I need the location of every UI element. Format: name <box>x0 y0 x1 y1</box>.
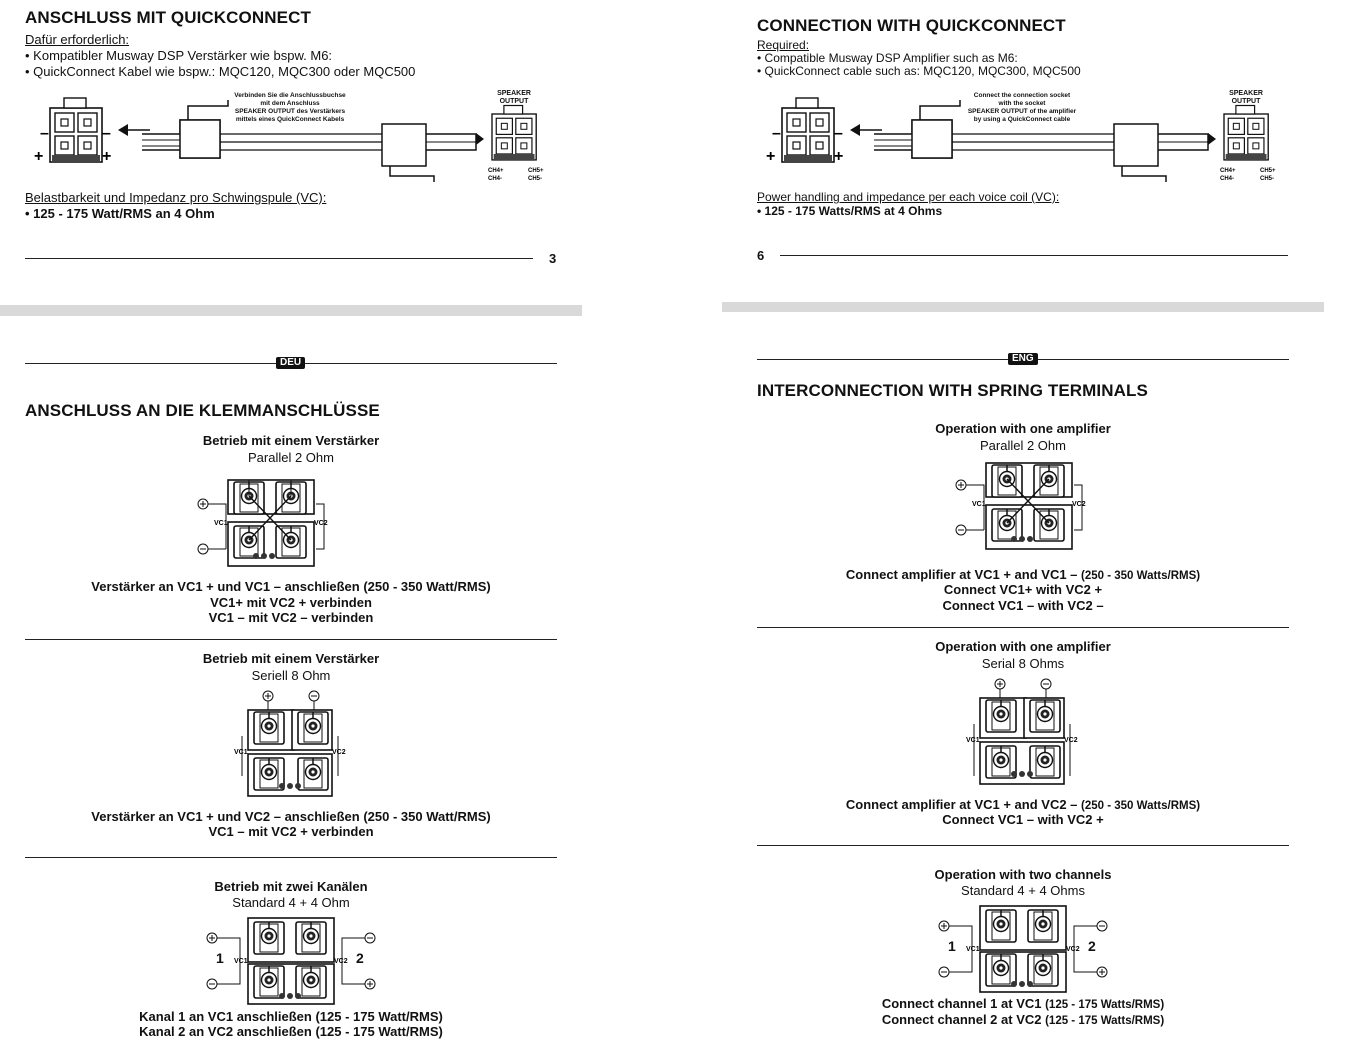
en-s2-diagram-svg <box>964 676 1084 790</box>
de-qc-minus-left: – <box>40 125 49 142</box>
de-s1-title: Betrieb mit einem Verstärker <box>202 433 380 448</box>
de-s3-line-2: Kanal 2 an VC2 anschließen (125 - 175 Watt/RMS) <box>139 1024 443 1039</box>
de-s3-line-1: Kanal 1 an VC1 anschließen (125 - 175 Watt/RMS) <box>139 1009 443 1024</box>
en-s3-line-1-watts: (125 - 175 Watts/RMS) <box>1045 999 1165 1011</box>
en-qc-note <box>962 92 1082 124</box>
en-s1-line-2: Connect VC1+ with VC2 + <box>943 582 1103 597</box>
de-s2-diagram <box>232 688 352 802</box>
de-qc-title: ANSCHLUSS MIT QUICKCONNECT <box>25 8 311 27</box>
en-s3-line-1 <box>757 996 1289 1014</box>
en-s1-line-3: Connect VC1 – with VC2 – <box>942 598 1104 613</box>
en-qc-note-4: by using a QuickConnect cable <box>973 116 1071 123</box>
de-qc-required: Dafür erforderlich: <box>25 32 130 47</box>
page-divider-right <box>722 302 1324 312</box>
de-qc-power-label: Belastbarkeit und Impedanz pro Schwingspule (VC): <box>25 190 327 205</box>
de-s3-vc2: VC2 <box>334 958 348 965</box>
de-qc-ch5m: CH5- <box>528 176 543 182</box>
en-qc-ch5m: CH5- <box>1260 176 1275 182</box>
de-s3-diagram <box>200 914 384 1006</box>
de-s2-line-1: Verstärker an VC1 + und VC2 – anschließen (250 - 350 Watt/RMS) <box>91 809 491 824</box>
en-s3-diagram <box>932 902 1116 994</box>
en-qc-note-3: SPEAKER OUTPUT of the amplifier <box>967 108 1077 115</box>
de-qc-vc2: VC2 <box>80 163 94 170</box>
de-s2-line-2: VC1 – mit VC2 + verbinden <box>208 824 374 839</box>
de-qc-item-1: • Kompatibler Musway DSP Verstärker wie bspw. M6: <box>25 48 333 63</box>
de-qc-minus-right: – <box>102 125 111 142</box>
en-s1-sub: Parallel 2 Ohm <box>980 438 1066 453</box>
de-qc-ch5p: CH5+ <box>528 168 544 174</box>
en-s2-title: Operation with one amplifier <box>935 639 1111 654</box>
en-qc-page-number: 6 <box>757 248 765 263</box>
en-qc-ch4p: CH4+ <box>1220 168 1236 174</box>
de-s3-title: Betrieb mit zwei Kanälen <box>214 879 368 894</box>
de-qc-note-4: mittels eines QuickConnect Kabels <box>235 116 345 123</box>
de-s2-sub: Seriell 8 Ohm <box>251 668 331 683</box>
en-s1-line-1-main: Connect amplifier at VC1 + and VC1 – <box>845 567 1082 582</box>
en-spring-title: INTERCONNECTION WITH SPRING TERMINALS <box>757 381 1148 400</box>
en-qc-note-2: with the socket <box>998 100 1046 107</box>
en-qc-footer-rule <box>780 255 1288 256</box>
de-qc-note-2: mit dem Anschluss <box>260 100 320 107</box>
en-qc-speaker: SPEAKER <box>1229 90 1263 97</box>
de-s1-line-3: VC1 – mit VC2 – verbinden <box>208 610 374 625</box>
de-qc-note-3: SPEAKER OUTPUT des Verstärkers <box>234 108 346 115</box>
en-s3-line-2-watts: (125 - 175 Watts/RMS) <box>1045 1015 1165 1027</box>
en-s2-vc2: VC2 <box>1064 737 1078 744</box>
en-s3-line-1-main: Connect channel 1 at VC1 <box>881 996 1046 1011</box>
de-qc-note-1: Verbinden Sie die Anschlussbuchse <box>234 92 346 99</box>
de-qc-plus-left: + <box>34 148 44 165</box>
de-s1-rule <box>25 639 557 640</box>
de-qc-footer-rule <box>25 258 533 259</box>
de-qc-ch4p: CH4+ <box>488 168 504 174</box>
en-s3-title: Operation with two channels <box>934 867 1112 882</box>
en-s1-diagram <box>954 459 1094 555</box>
de-s2-diagram-svg <box>232 688 352 802</box>
en-qc-ch4m: CH4- <box>1220 176 1235 182</box>
en-s2-diagram <box>964 676 1084 790</box>
en-qc-diagram <box>762 90 1292 190</box>
de-qc-note <box>230 92 350 124</box>
en-s3-vc2: VC2 <box>1066 946 1080 953</box>
en-qc-required: Required: <box>757 38 810 52</box>
en-s3-vc1: VC1 <box>966 946 980 953</box>
de-s2-vc1: VC1 <box>234 749 248 756</box>
de-s1-diagram <box>196 476 336 572</box>
en-qc-note-1: Connect the connection socket <box>973 92 1071 99</box>
de-qc-power-value: • 125 - 175 Watt/RMS an 4 Ohm <box>25 206 215 221</box>
en-s2-rule <box>757 845 1289 846</box>
de-s1-vc2: VC2 <box>314 520 328 527</box>
en-s2-line-1-watts: (250 - 350 Watts/RMS) <box>1081 800 1201 812</box>
en-s2-vc1: VC1 <box>966 737 980 744</box>
en-s3-channel-2: 2 <box>1088 938 1096 954</box>
en-qc-item-1: • Compatible Musway DSP Amplifier such as M6: <box>757 51 1018 65</box>
de-qc-item-2: • QuickConnect Kabel wie bspw.: MQC120, MQC300 oder MQC500 <box>25 64 416 79</box>
page-divider-left <box>0 305 582 316</box>
de-s3-channel-2: 2 <box>356 950 364 966</box>
de-s2-rule <box>25 857 557 858</box>
en-qc-title: CONNECTION WITH QUICKCONNECT <box>757 16 1066 35</box>
de-qc-diagram <box>30 90 560 190</box>
en-s3-sub: Standard 4 + 4 Ohms <box>961 883 1085 898</box>
en-qc-ch5p: CH5+ <box>1260 168 1276 174</box>
en-s1-vc1: VC1 <box>972 501 986 508</box>
de-s1-diagram-svg <box>196 476 336 572</box>
en-qc-minus-right: – <box>834 125 843 142</box>
en-s1-line-1-watts: (250 - 350 Watts/RMS) <box>1081 570 1201 582</box>
en-qc-vc2: VC2 <box>812 163 826 170</box>
de-s3-sub: Standard 4 + 4 Ohm <box>232 895 350 910</box>
en-s3-line-2-main: Connect channel 2 at VC2 <box>881 1012 1046 1027</box>
en-s1-diagram-svg <box>954 459 1094 555</box>
de-lang-badge: DEU <box>276 357 305 369</box>
en-s2-line-2: Connect VC1 – with VC2 + <box>942 812 1104 827</box>
de-qc-plus-right: + <box>102 148 112 165</box>
de-s1-line-2: VC1+ mit VC2 + verbinden <box>210 595 372 610</box>
de-qc-page-number: 3 <box>549 251 557 266</box>
en-qc-minus-left: – <box>772 125 781 142</box>
de-s2-title: Betrieb mit einem Verstärker <box>202 651 380 666</box>
de-s1-line-1: Verstärker an VC1 + und VC1 – anschließen (250 - 350 Watt/RMS) <box>91 579 491 594</box>
de-s3-vc1: VC1 <box>234 958 248 965</box>
en-s2-sub: Serial 8 Ohms <box>981 656 1065 671</box>
de-s3-channel-1: 1 <box>216 950 224 966</box>
de-qc-speaker-output <box>490 90 538 106</box>
de-s1-vc1: VC1 <box>214 520 228 527</box>
de-qc-vc1: VC1 <box>56 163 70 170</box>
en-s2-line-1-main: Connect amplifier at VC1 + and VC2 – <box>845 797 1082 812</box>
en-qc-speaker-output <box>1222 90 1270 106</box>
de-qc-ch4m: CH4- <box>488 176 503 182</box>
de-s1-sub: Parallel 2 Ohm <box>248 450 334 465</box>
en-qc-power-label: Power handling and impedance per each voice coil (VC): <box>757 190 1060 204</box>
en-s1-vc2: VC2 <box>1072 501 1086 508</box>
en-s3-line-2 <box>757 1012 1289 1030</box>
en-qc-power-value: • 125 - 175 Watts/RMS at 4 Ohms <box>757 204 943 218</box>
en-qc-vc1: VC1 <box>788 163 802 170</box>
en-qc-output: OUTPUT <box>1231 98 1261 105</box>
de-qc-speaker: SPEAKER <box>497 90 531 97</box>
en-qc-plus-right: + <box>834 148 844 165</box>
en-qc-plus-left: + <box>766 148 776 165</box>
en-qc-item-2: • QuickConnect cable such as: MQC120, MQC300, MQC500 <box>757 64 1081 78</box>
de-spring-title: ANSCHLUSS AN DIE KLEMMANSCHLÜSSE <box>25 401 380 420</box>
de-s2-vc2: VC2 <box>332 749 346 756</box>
en-s1-title: Operation with one amplifier <box>935 421 1111 436</box>
en-s3-channel-1: 1 <box>948 938 956 954</box>
de-qc-output: OUTPUT <box>499 98 529 105</box>
en-s1-rule <box>757 627 1289 628</box>
en-lang-badge: ENG <box>1008 353 1038 365</box>
